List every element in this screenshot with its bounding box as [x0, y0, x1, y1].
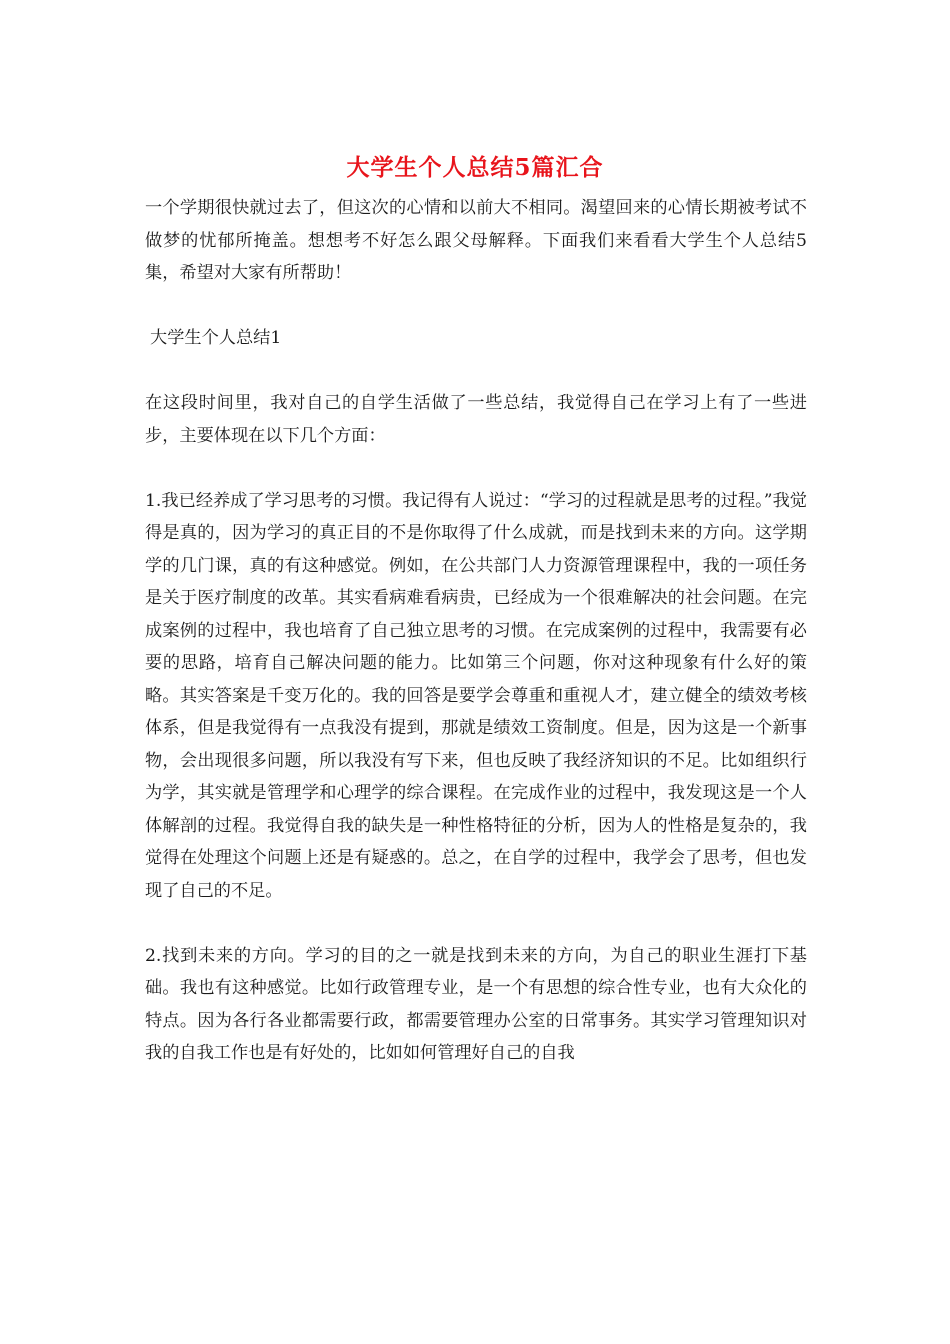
paragraph-gap	[145, 290, 807, 323]
document-title: 大学生个人总结5篇汇合	[346, 154, 604, 181]
body-paragraph: 1.我已经养成了学习思考的习惯。我记得有人说过：“学习的过程就是思考的过程。”我觉得是真的，因为学习的真正目的不是你取得了什么成就，而是找到未来的方向。这学期学的几门课，真的有这种感觉。例如，在公共部门人力资源管理课程中，我的一项任务是关于医疗制度的改革。其实看病难看病贵，已经成为一个很难解决的社会问题。在完成案例的过程中，我也培育了自己独立思考的习惯。在完成案例的过程中，我需要有必要的思路，培育自己解决问题的能力。比如第三个问题，你对这种现象有什么好的策略。其实答案是千变万化的。我的回答是要学会尊重和重视人才，建立健全的绩效考核体系，但是我觉得有一点我没有提到，那就是绩效工资制度。但是，因为这是一个新事物，会出现很多问题，所以我没有写下来，但也反映了我经济知识的不足。比如组织行为学，其实就是管理学和心理学的综合课程。在完成作业的过程中，我发现这是一个人体解剖的过程。我觉得自我的缺失是一种性格特征的分析，因为人的性格是复杂的，我觉得在处理这个问题上还是有疑惑的。总之，在自学的过程中，我学会了思考，但也发现了自己的不足。	[145, 490, 807, 901]
paragraph-gap	[145, 452, 807, 485]
body-paragraph: 在这段时间里，我对自己的自学生活做了一些总结，我觉得自己在学习上有了一些进步，主要体现在以下几个方面：	[145, 393, 807, 446]
paragraph-gap	[145, 907, 807, 940]
document-body	[145, 192, 807, 1070]
section-heading: 大学生个人总结1	[150, 328, 282, 348]
intro-paragraph: 一个学期很快就过去了，但这次的心情和以前大不相同。渴望回来的心情长期被考试不做梦的忧郁所掩盖。想想考不好怎么跟父母解释。下面我们来看看大学生个人总结5集，希望对大家有所帮助！	[145, 198, 807, 283]
paragraph-gap	[145, 355, 807, 388]
body-paragraph: 2.找到未来的方向。学习的目的之一就是找到未来的方向，为自己的职业生涯打下基础。我也有这种感觉。比如行政管理专业，是一个有思想的综合性专业，也有大众化的特点。因为各行各业都需要行政，都需要管理办公室的日常事务。其实学习管理知识对我的自我工作也是有好处的，比如如何管理好自己的自我	[145, 945, 807, 1063]
